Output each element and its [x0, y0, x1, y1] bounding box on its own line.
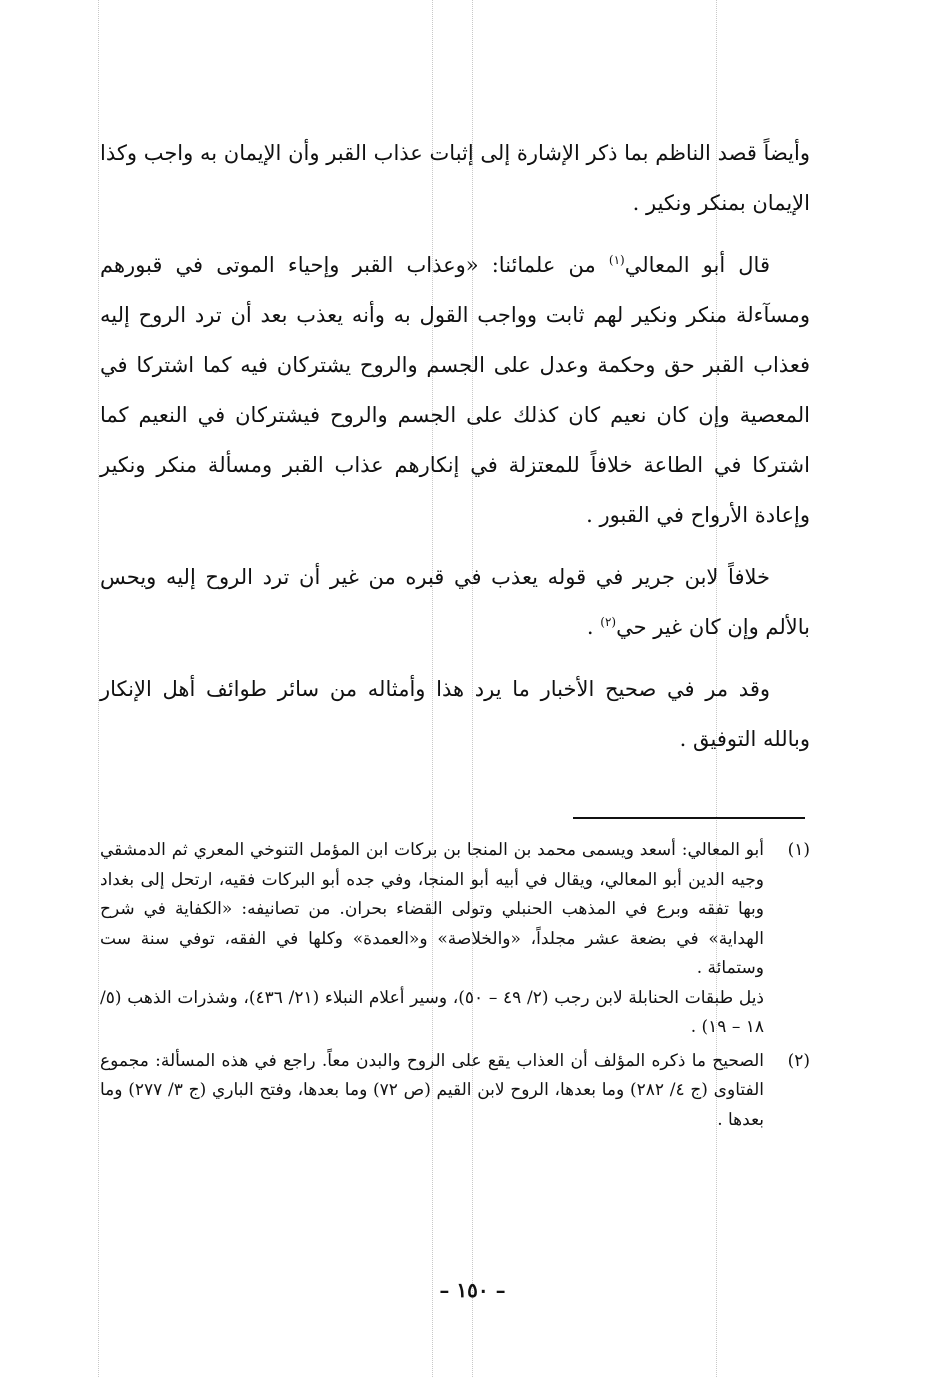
- paragraph-2: [100, 240, 810, 540]
- paragraph-4: وقد مر في صحيح الأخبار ما يرد هذا وأمثاله من سائر طوائف أهل الإنكار وبالله التوفيق .: [100, 677, 810, 751]
- paragraph-2-rest: من علمائنا: «وعذاب القبر وإحياء الموتى في قبورهم ومسآءلة منكر ونكير لهم ثابت وواجب القول به وأنه يعذب بعد أن ترد الروح إليه فعذاب القبر حق وحكمة وعدل على الجسم والروح يشتركان فيه كما اشتركا في المعصية وإن كان نعيم كان كذلك على الجسم والروح فيشتركان في النعيم كما اشتركا في الطاعة خلافاً للمعتزلة في إنكارهم عذاب القبر ومسألة منكر ونكير وإعادة الأرواح في القبور .: [100, 253, 810, 527]
- footnote-separator: [573, 817, 805, 819]
- paragraph-2-start: قال أبو المعالي: [624, 253, 770, 277]
- main-text: [100, 128, 810, 776]
- footnote-sources: ذيل طبقات الحنابلة لابن رجب (٢/ ٤٩ – ٥٠)، وسير أعلام النبلاء (٢١/ ٤٣٦)، وشذرات الذهب (٥/ ١٨ – ١٩) .: [100, 987, 765, 1037]
- footnote-ref-2: (٢): [600, 615, 617, 629]
- footnotes: [100, 836, 810, 1139]
- footnote-1: [100, 836, 810, 1043]
- paragraph-3: [100, 552, 810, 652]
- page-number: – ١٥٠ –: [439, 1278, 506, 1302]
- paragraph-3-text: خلافاً لابن جرير في قوله يعذب في قبره من غير أن ترد الروح إليه ويحس بالألم وإن كان غير حي: [100, 565, 810, 639]
- footnote-text: الصحيح ما ذكره المؤلف أن العذاب يقع على الروح والبدن معاً. راجع في هذه المسألة: مجموع الفتاوى (ج ٤/ ٢٨٢) وما بعدها، الروح لابن القيم (ص ٧٢) وما بعدها، وفتح الباري (ج ٣/ ٢٧٧) وما بعدها .: [100, 1050, 765, 1130]
- footnote-ref-1: (١): [608, 253, 625, 267]
- paragraph-3-end: .: [586, 615, 601, 639]
- page-guide-line: [98, 0, 99, 1377]
- footnote-number: (٢): [787, 1050, 810, 1071]
- footnote-2: [100, 1047, 810, 1136]
- footnote-number: (١): [787, 840, 810, 860]
- footnote-text: أبو المعالي: أسعد ويسمى محمد بن المنجا بن بركات ابن المؤمل التنوخي المعري ثم الدمشقي وجيه الدين أبو المعالي، ويقال في أبيه أبو المنجا، وفي جده أبو البركات فقيه، ارتحل إلى بغداد وبها تفقه وبرع في المذهب الحنبلي وتولى القضاء بحران. من تصانيفه: «الكفاية في شرح الهداية» في بضعة عشر مجلداً، «والخلاصة» و«العمدة» وكلها في الفقه، توفي سنة ست وستمائة .: [100, 840, 764, 978]
- paragraph-1: وأيضاً قصد الناظم بما ذكر الإشارة إلى إثبات عذاب القبر وأن الإيمان به واجب وكذا الإيمان بمنكر ونكير .: [100, 141, 810, 215]
